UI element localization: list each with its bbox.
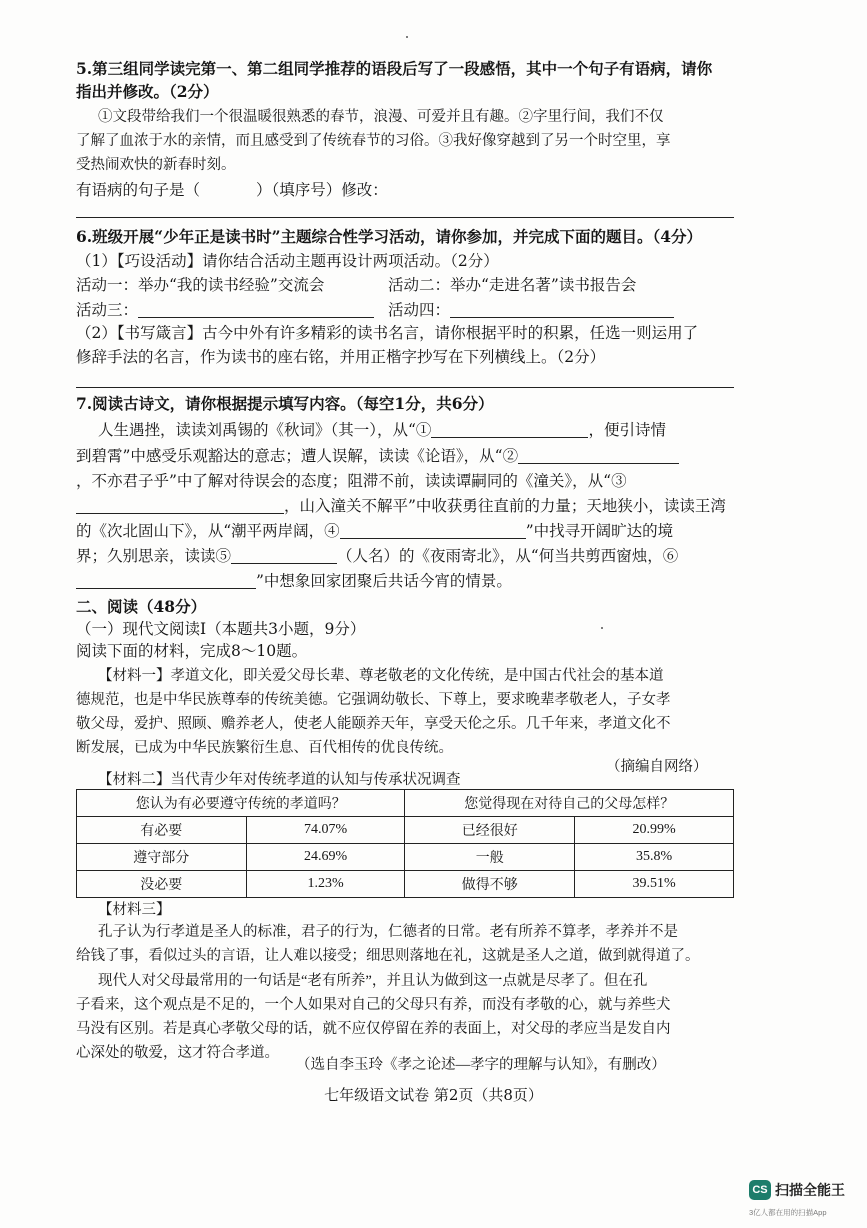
section-reading-instruction: 阅读下面的材料，完成8～10题。 bbox=[76, 642, 308, 660]
q7-line4: ，不亦君子乎”中了解对待误会的态度；阻滞不前，读读谭嗣同的《潼关》，从“③ bbox=[76, 472, 627, 490]
table-cell: 1.23% bbox=[246, 871, 405, 898]
material1-line3: 敬父母，爱护、照顾、赡养老人，使老人能颐养天年，享受天伦之乐。几千年来，孝道文化不 bbox=[76, 716, 671, 732]
q5-passage-line3: 受热闹欢快的新春时刻。 bbox=[76, 157, 236, 173]
table-cell: 74.07% bbox=[246, 817, 405, 844]
table-row bbox=[77, 844, 734, 871]
table-header-left: 您认为有必要遵守传统的孝道吗？ bbox=[77, 790, 405, 817]
q7-blank-3[interactable] bbox=[76, 497, 284, 514]
table-cell: 24.69% bbox=[246, 844, 405, 871]
section-reading-subtitle: （一）现代文阅读Ⅰ（本题共3小题，9分） bbox=[76, 620, 366, 638]
scan-speck bbox=[601, 627, 603, 629]
q6-prompt-line6: 修辞手法的名言，作为读书的座右铭，并用正楷字抄写在下列横线上。（2分） bbox=[76, 348, 606, 366]
q7-blank-1[interactable] bbox=[431, 421, 588, 438]
q7-text-7a: 界；久别思亲，读读⑤ bbox=[76, 547, 232, 565]
q6-prompt-line5: （2）【书写箴言】古今中外有许多精彩的读书名言，请你根据平时的积累，任选一则运用了 bbox=[76, 324, 699, 342]
material3-line4: 子看来，这个观点是不足的，一个人如果对自己的父母只有养，而没有孝敬的心，就与养些犬 bbox=[76, 997, 671, 1013]
material3-line5: 马没有区别。若是真心孝敬父母的话，就不应仅停留在养的表面上，对父母的孝应当是发自内 bbox=[76, 1021, 671, 1037]
q5-passage-line1: ①文段带给我们一个很温暖很熟悉的春节，浪漫、可爱并且有趣。②字里行间，我们不仅 bbox=[98, 109, 664, 125]
table-cell: 没必要 bbox=[77, 871, 247, 898]
q5-passage-line2: 了解了血浓于水的亲情，而且感受到了传统春节的习俗。③我好像穿越到了另一个时空里，享 bbox=[76, 133, 671, 149]
q5-answer-line[interactable] bbox=[76, 217, 734, 218]
q7-line5 bbox=[76, 496, 726, 516]
q7-text-7b: （人名）的《夜雨寄北》，从“何当共剪西窗烛，⑥ bbox=[337, 547, 679, 565]
table-cell: 已经很好 bbox=[405, 817, 575, 844]
q7-blank-2[interactable] bbox=[518, 447, 679, 464]
scanner-app-name: 扫描全能王 bbox=[775, 1182, 845, 1198]
q7-line8 bbox=[76, 571, 512, 591]
page-footer: 七年级语文试卷 第2页（共8页） bbox=[324, 1086, 543, 1104]
q7-blank-6[interactable] bbox=[76, 572, 256, 589]
material3-line6: 心深处的敬爱，这才符合孝道。 bbox=[76, 1045, 279, 1061]
q6-activity-four-blank[interactable] bbox=[450, 301, 674, 318]
q6-prompt-line1: 6.班级开展“少年正是读书时”主题综合性学习活动，请你参加，并完成下面的题目。（4分） bbox=[76, 227, 703, 246]
table-header-row bbox=[77, 790, 734, 817]
material1-line2: 德规范，也是中华民族尊奉的传统美德。它强调幼敬长、下尊上，要求晚辈孝敬老人，子女孝 bbox=[76, 692, 671, 708]
q7-text-2b: ，便引诗情 bbox=[588, 421, 666, 439]
q7-line3 bbox=[76, 446, 679, 466]
table-cell: 35.8% bbox=[575, 844, 734, 871]
material3-line3: 现代人对父母最常用的一句话是“老有所养”，并且认为做到这一点就是尽孝了。但在孔 bbox=[98, 973, 648, 989]
table-cell: 20.99% bbox=[575, 817, 734, 844]
table-cell: 39.51% bbox=[575, 871, 734, 898]
table-cell: 有必要 bbox=[77, 817, 247, 844]
table-cell: 做得不够 bbox=[405, 871, 575, 898]
scanner-tagline: 3亿人都在用的扫描App bbox=[749, 1208, 827, 1217]
q6-prompt-line2: （1）【巧设活动】请你结合活动主题再设计两项活动。（2分） bbox=[76, 252, 499, 270]
q7-prompt: 7.阅读古诗文，请你根据提示填写内容。（每空1分，共6分） bbox=[76, 394, 494, 413]
q6-motto-line[interactable] bbox=[76, 387, 734, 388]
material3-line1: 孔子认为行孝道是圣人的标准，君子的行为，仁德者的日常。老有所养不算孝，孝养并不是 bbox=[98, 924, 678, 940]
table-row bbox=[77, 871, 734, 898]
camscanner-logo-icon: CS bbox=[749, 1180, 771, 1200]
section-reading-title: 二、阅读（48分） bbox=[76, 597, 207, 616]
q5-prompt-line2: 指出并修改。（2分） bbox=[76, 82, 219, 101]
q7-blank-5[interactable] bbox=[231, 547, 337, 564]
scanner-watermark bbox=[749, 1176, 857, 1222]
material3-line2: 给钱了事，看似过头的言语，让人难以接受；细思则落地在礼，这就是圣人之道，做到就得道了。 bbox=[76, 948, 700, 964]
q6-activity-one: 活动一：举办“我的读书经验”交流会 bbox=[76, 276, 325, 294]
q5-prompt-line1: 5.第三组同学读完第一、第二组同学推荐的语段后写了一段感悟，其中一个句子有语病，请你 bbox=[76, 59, 713, 78]
scan-speck bbox=[406, 36, 408, 38]
q7-blank-4[interactable] bbox=[340, 522, 526, 539]
q6-activity-three-row bbox=[76, 300, 374, 320]
q6-activity-three-label: 活动三： bbox=[76, 301, 139, 319]
material3-source: （选自李玉玲《孝之论述—孝字的理解与认知》，有删改） bbox=[296, 1057, 666, 1073]
q6-activity-three-blank[interactable] bbox=[138, 301, 374, 318]
table-cell: 一般 bbox=[405, 844, 575, 871]
q7-text-8: ”中想象回家团聚后共话今宵的情景。 bbox=[256, 572, 512, 590]
table-cell: 遵守部分 bbox=[77, 844, 247, 871]
q5-answer-label-b: ）（填序号）修改： bbox=[256, 181, 388, 199]
q7-text-6b: ”中找寻开阔旷达的境 bbox=[525, 522, 674, 540]
q7-text-6a: 的《次北固山下》，从“潮平两岸阔，④ bbox=[76, 522, 340, 540]
material2-caption: 【材料二】当代青少年对传统孝道的认知与传承状况调查 bbox=[98, 772, 461, 788]
q6-activity-two: 活动二：举办“走进名著”读书报告会 bbox=[388, 276, 637, 294]
q7-text-3: 到碧霄”中感受乐观豁达的意志；遭人误解，读读《论语》，从“② bbox=[76, 447, 519, 465]
q6-activity-four-row bbox=[388, 300, 674, 320]
q7-text-5: ，山入潼关不解平”中收获勇往直前的力量；天地狭小，读读王湾 bbox=[284, 497, 726, 515]
q5-answer-label-a: 有语病的句子是（ bbox=[76, 181, 201, 199]
material1-line1: 【材料一】孝道文化，即关爱父母长辈、尊老敬老的文化传统，是中国古代社会的基本道 bbox=[98, 668, 664, 684]
material1-line4: 断发展，已成为中华民族繁衍生息、百代相传的优良传统。 bbox=[76, 740, 453, 756]
table-header-right: 您觉得现在对待自己的父母怎样？ bbox=[405, 790, 734, 817]
q7-text-2a: 人生遇挫，读读刘禹锡的《秋词》（其一），从“① bbox=[98, 421, 432, 439]
q5-answer-row bbox=[76, 180, 388, 200]
q7-line7 bbox=[76, 546, 678, 566]
material1-source: （摘编自网络） bbox=[606, 759, 708, 775]
material3-title: 【材料三】 bbox=[98, 902, 171, 918]
q6-activity-four-label: 活动四： bbox=[388, 301, 451, 319]
survey-table bbox=[76, 789, 734, 898]
q7-line6 bbox=[76, 521, 673, 541]
q7-line2 bbox=[98, 420, 666, 440]
table-row bbox=[77, 817, 734, 844]
q5-sentence-number-blank[interactable] bbox=[200, 182, 256, 198]
